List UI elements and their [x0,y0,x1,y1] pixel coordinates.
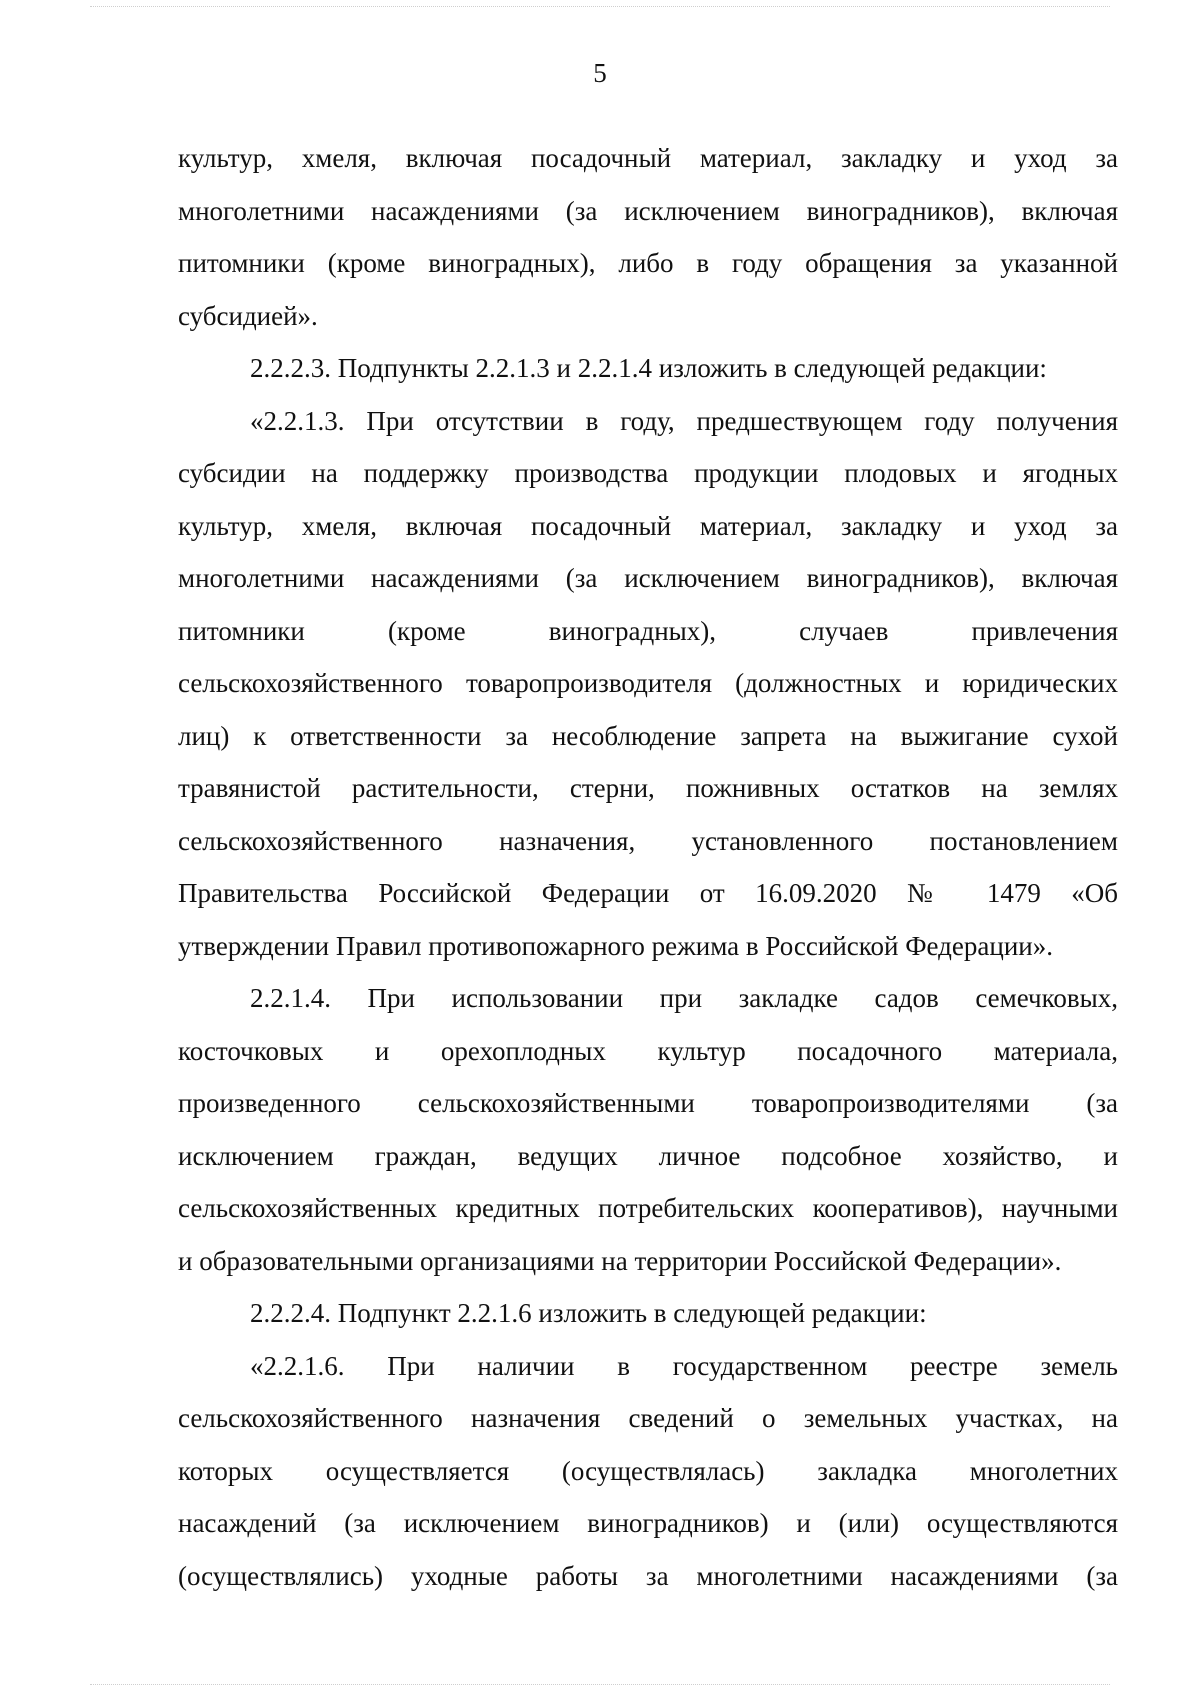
text-line: 2.2.1.4. При использовании при закладке садов семечковых, [250,983,1118,1013]
text-line: 2.2.2.4. Подпункт 2.2.1.6 изложить в следующей редакции: [250,1298,927,1328]
text-line: травянистой растительности, стерни, пожнивных остатков на землях [178,773,1118,803]
text-line: и образовательными организациями на территории Российской Федерации». [178,1245,1062,1276]
scan-artifact-bottom [90,1684,1110,1686]
text-line: 2.2.2.3. Подпункты 2.2.1.3 и 2.2.1.4 изложить в следующей редакции: [250,353,1047,383]
text-line: которых осуществляется (осуществлялась) закладка многолетних [178,1455,1118,1486]
text-line: субсидией». [178,300,318,331]
text-line: сельскохозяйственного назначения сведений о земельных участках, на [178,1403,1118,1433]
paragraph-2-2-1-6 [178,1340,1118,1603]
document-body [178,132,1118,1602]
text-line: питомники (кроме виноградных), либо в году обращения за указанной [178,248,1118,278]
text-line: многолетними насаждениями (за исключением виноградников), включая [178,195,1118,226]
paragraph-2-2-1-4 [178,972,1118,1287]
paragraph-2-2-1-3 [178,395,1118,973]
text-line: лиц) к ответственности за несоблюдение запрета на выжигание сухой [178,720,1118,751]
text-line: (осуществлялись) уходные работы за многолетними насаждениями (за [178,1560,1118,1591]
text-line: сельскохозяйственного товаропроизводителя (должностных и юридических [178,668,1118,698]
paragraph-continuation [178,132,1118,342]
text-line: «2.2.1.3. При отсутствии в году, предшествующем году получения [250,405,1118,436]
text-line: субсидии на поддержку производства продукции плодовых и ягодных [178,458,1118,488]
text-line: питомники (кроме виноградных), случаев привлечения [178,615,1118,646]
text-line: исключением граждан, ведущих личное подсобное хозяйство, и [178,1140,1118,1171]
scan-artifact-top [90,6,1110,8]
text-line: утверждении Правил противопожарного режима в Российской Федерации». [178,930,1053,961]
text-line: сельскохозяйственного назначения, установленного постановлением [178,825,1118,856]
text-line: сельскохозяйственных кредитных потребительских кооперативов), научными [178,1193,1118,1223]
paragraph-2-2-2-4 [178,1287,1118,1340]
page-number: 5 [593,58,607,88]
text-line: насаждений (за исключением виноградников) и (или) осуществляются [178,1508,1118,1538]
paragraph-2-2-2-3 [178,342,1118,395]
text-line: культур, хмеля, включая посадочный материал, закладку и уход за [178,143,1118,173]
text-line: культур, хмеля, включая посадочный материал, закладку и уход за [178,510,1118,541]
text-line: произведенного сельскохозяйственными товаропроизводителями (за [178,1088,1118,1118]
text-line: косточковых и орехоплодных культур посадочного материала, [178,1035,1118,1066]
text-line: «2.2.1.6. При наличии в государственном реестре земель [250,1350,1118,1381]
text-line: Правительства Российской Федерации от 16.09.2020 № 1479 «Об [178,878,1118,908]
text-line: многолетними насаждениями (за исключением виноградников), включая [178,563,1118,593]
